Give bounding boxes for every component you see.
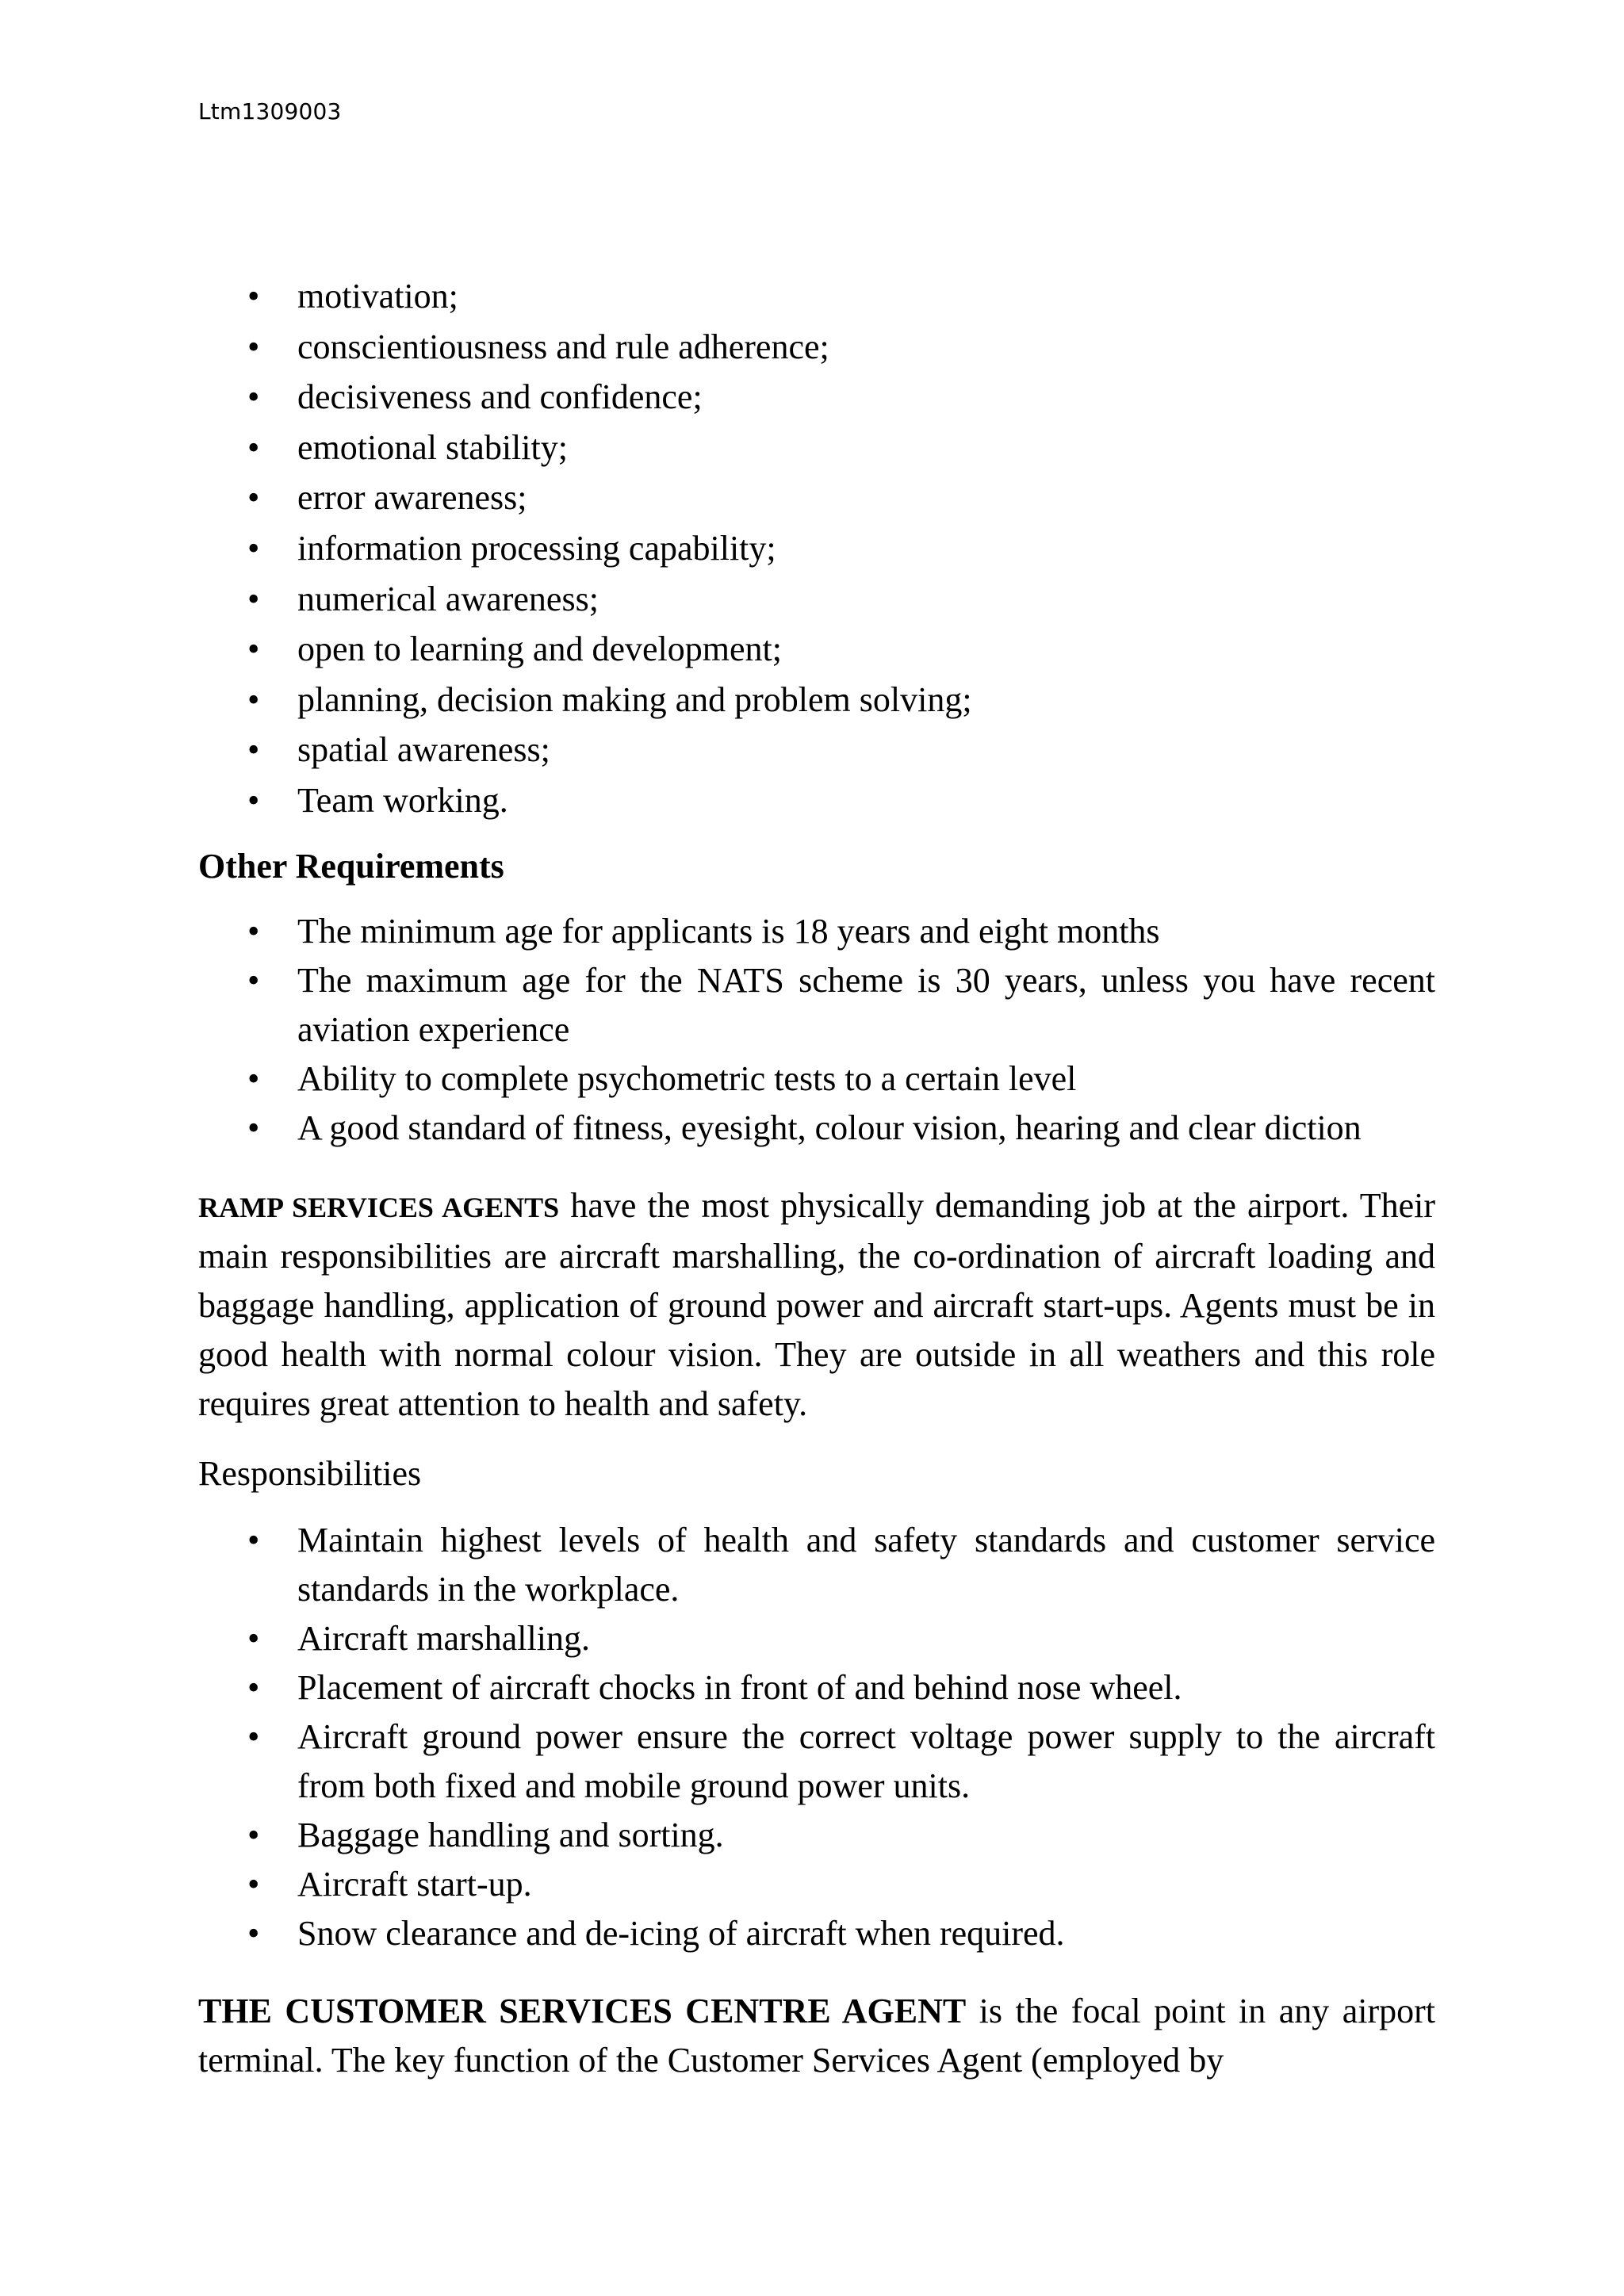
list-item: • Ability to complete psychometric tests to a certain level bbox=[198, 1054, 1435, 1104]
list-item: • The minimum age for applicants is 18 years and eight months bbox=[198, 907, 1435, 956]
list-item: • emotional stability; bbox=[198, 423, 1435, 473]
list-item: • numerical awareness; bbox=[198, 574, 1435, 625]
page-body bbox=[198, 271, 1435, 2106]
list-item: • decisiveness and confidence; bbox=[198, 372, 1435, 423]
list-item: • Aircraft marshalling. bbox=[198, 1614, 1435, 1663]
customer-services-text: is the focal point in any airport terminal. The key function of the Customer Services Agent (employed by bbox=[198, 1991, 1435, 2080]
list-item: • Baggage handling and sorting. bbox=[198, 1811, 1435, 1860]
ramp-services-text: have the most physically demanding job at the airport. Their main responsibilities are aircraft marshalling, the co-ordination of aircraft loading and baggage handling, application of ground power and aircraft start-ups. Agents must be in good health with normal colour vision. They are outside in all weathers and this role requires great attention to health and safety. bbox=[198, 1185, 1435, 1423]
responsibilities-label: Responsibilities bbox=[198, 1453, 422, 1493]
list-item: • error awareness; bbox=[198, 473, 1435, 523]
list-item: • Maintain highest levels of health and safety standards and customer service standards in the workplace. bbox=[198, 1516, 1435, 1614]
other-requirements-list bbox=[198, 907, 1435, 1153]
customer-services-title: THE CUSTOMER SERVICES CENTRE AGENT bbox=[198, 1991, 967, 2030]
list-item: • A good standard of fitness, eyesight, colour vision, hearing and clear diction bbox=[198, 1104, 1435, 1153]
list-item: • conscientiousness and rule adherence; bbox=[198, 322, 1435, 373]
list-item: • Aircraft start-up. bbox=[198, 1860, 1435, 1909]
customer-services-paragraph bbox=[198, 1987, 1435, 2085]
list-item: • planning, decision making and problem solving; bbox=[198, 675, 1435, 725]
ramp-services-paragraph bbox=[198, 1181, 1435, 1429]
list-item: • Placement of aircraft chocks in front of and behind nose wheel. bbox=[198, 1663, 1435, 1712]
competency-list bbox=[198, 271, 1435, 826]
ramp-services-title: RAMP SERVICES AGENTS bbox=[198, 1191, 560, 1223]
other-requirements-heading: Other Requirements bbox=[198, 846, 504, 886]
document-id: Ltm1309003 bbox=[198, 98, 342, 124]
list-item: • The maximum age for the NATS scheme is 30 years, unless you have recent aviation experience bbox=[198, 956, 1435, 1054]
list-item: • information processing capability; bbox=[198, 523, 1435, 574]
responsibilities-list bbox=[198, 1516, 1435, 1958]
list-item: • Aircraft ground power ensure the correct voltage power supply to the aircraft from both fixed and mobile ground power units. bbox=[198, 1712, 1435, 1811]
list-item: • Team working. bbox=[198, 775, 1435, 826]
list-item: • Snow clearance and de-icing of aircraft when required. bbox=[198, 1909, 1435, 1958]
list-item: • spatial awareness; bbox=[198, 725, 1435, 775]
list-item: • motivation; bbox=[198, 271, 1435, 322]
list-item: • open to learning and development; bbox=[198, 624, 1435, 675]
